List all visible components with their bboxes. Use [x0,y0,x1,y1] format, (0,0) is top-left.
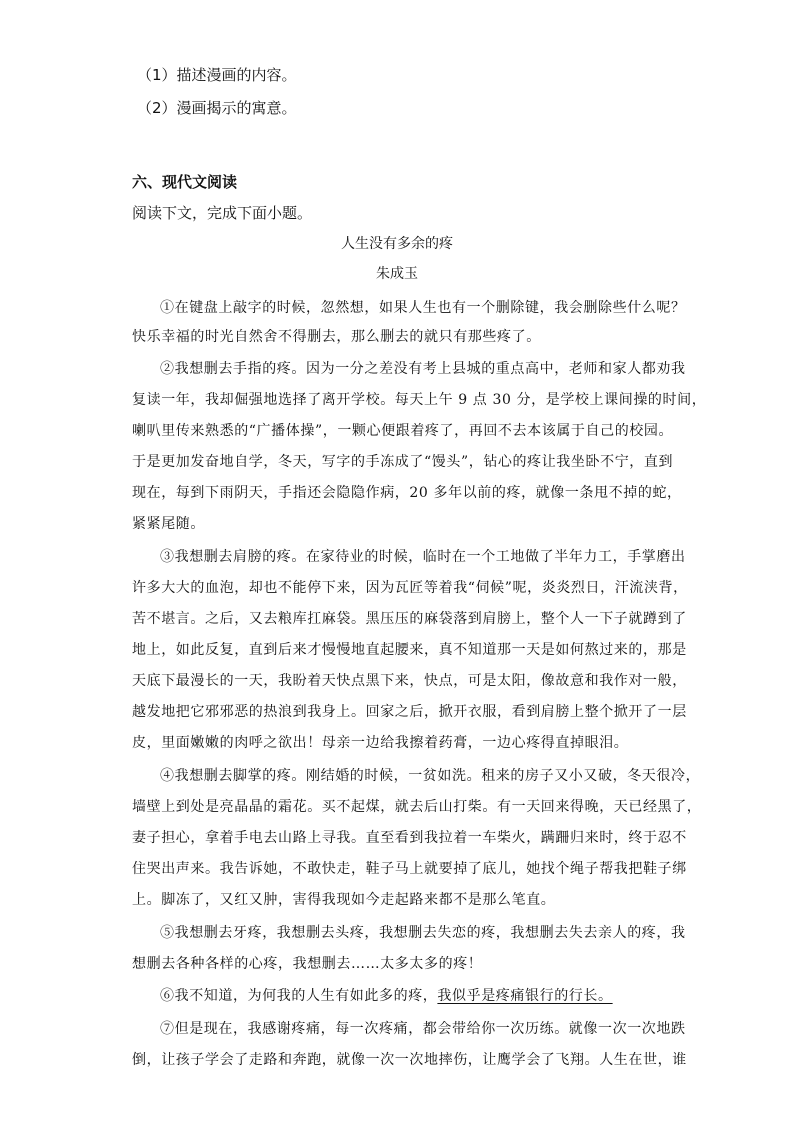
article-line: 喇叭里传来熟悉的“广播体操”，一颗心便跟着疼了，再回不去本该属于自己的校园。 [132,423,674,439]
article-line: ③我想删去肩膀的疼。在家待业的时候，临时在一个工地做了半年力工，手掌磨出 [160,549,686,565]
article-line: 住哭出声来。我告诉她，不敢快走，鞋子马上就要掉了底儿，她找个绳子帮我把鞋子绑 [132,861,687,877]
article-line-6-text: ⑥我不知道，为何我的人生有如此多的疼， [160,988,438,1004]
underlined-sentence: 我似乎是疼痛银行的行长。 [437,988,613,1004]
article-line: 于是更加发奋地自学，冬天，写字的手冻成了“馒头”，钻心的疼让我坐卧不宁，直到 [132,454,674,470]
article-line: 妻子担心，拿着手电去山路上寻我。直至看到我拉着一车柴火，蹒跚归来时，终于忍不 [132,830,687,846]
article-line: 墙壁上到处是亮晶晶的霜花。买不起煤，就去后山打柴。有一天回来得晚，天已经黑了， [132,799,702,815]
article-line: 想删去各种各样的心疼，我想删去……太多太多的疼！ [132,956,483,972]
section-heading: 六、现代文阅读 [132,173,238,191]
article-line: 快乐幸福的时光自然舍不得删去，那么删去的就只有那些疼了。 [132,329,541,345]
article-title: 人生没有多余的疼 [341,236,453,252]
article-line: 现在，每到下雨阴天，手指还会隐隐作病，20 多年以前的疼，就像一条甩不掉的蛇， [132,485,682,501]
question-1: （1）描述漫画的内容。 [137,66,297,84]
article-line: 复读一年，我却倔强地选择了离开学校。每天上午 9 点 30 分，是学校上课间操的时间， [132,392,707,408]
article-line: 上。脚冻了，又红又肿，害得我现如今走起路来都不是那么笔直。 [132,892,556,908]
article-line: 地上，如此反复，直到后来才慢慢地直起腰来，真不知道那一天是如何熬过来的，那是 [132,642,687,658]
question-2: （2）漫画揭示的寓意。 [137,99,297,117]
article-line: ①在键盘上敲字的时候，忽然想，如果人生也有一个删除键，我会删除些什么呢？ [160,300,686,316]
article-line-6 [160,985,613,1005]
article-line: 紧紧尾随。 [132,516,205,532]
article-line: ④我想删去脚掌的疼。刚结婚的时候，一贫如洗。租来的房子又小又破，冬天很冷， [160,768,701,784]
article-line: 皮，里面嫩嫩的肉呼之欲出！母亲一边给我擦着药膏，一边心疼得直掉眼泪。 [132,735,629,751]
article-line: 许多大大的血泡，却也不能停下来，因为瓦匠等着我“伺候”呢，炎炎烈日，汗流浃背， [132,580,688,596]
article-line: 苦不堪言。之后，又去粮库扛麻袋。黑压压的麻袋落到肩膀上，整个人一下子就蹲到了 [132,611,687,627]
reading-instruction: 阅读下文，完成下面小题。 [132,204,313,222]
article-author: 朱成玉 [376,266,418,282]
article-line: ⑦但是现在，我感谢疼痛，每一次疼痛，都会带给你一次历练。就像一次一次地跌 [160,1021,686,1037]
article-line: 天底下最漫长的一天，我盼着天快点黑下来，快点，可是太阳，像故意和我作对一般， [132,673,687,689]
article-line: ②我想删去手指的疼。因为一分之差没有考上县城的重点高中，老师和家人都劝我 [160,361,686,377]
article-line: ⑤我想删去牙疼，我想删去头疼，我想删去失恋的疼，我想删去失去亲人的疼，我 [160,925,686,941]
article-line: 倒，让孩子学会了走路和奔跑，就像一次一次地摔伤，让鹰学会了飞翔。人生在世，谁 [132,1052,687,1068]
article-line: 越发地把它邪邪恶的热浪到我身上。回家之后，掀开衣服，看到肩膀上整个掀开了一层 [132,704,687,720]
